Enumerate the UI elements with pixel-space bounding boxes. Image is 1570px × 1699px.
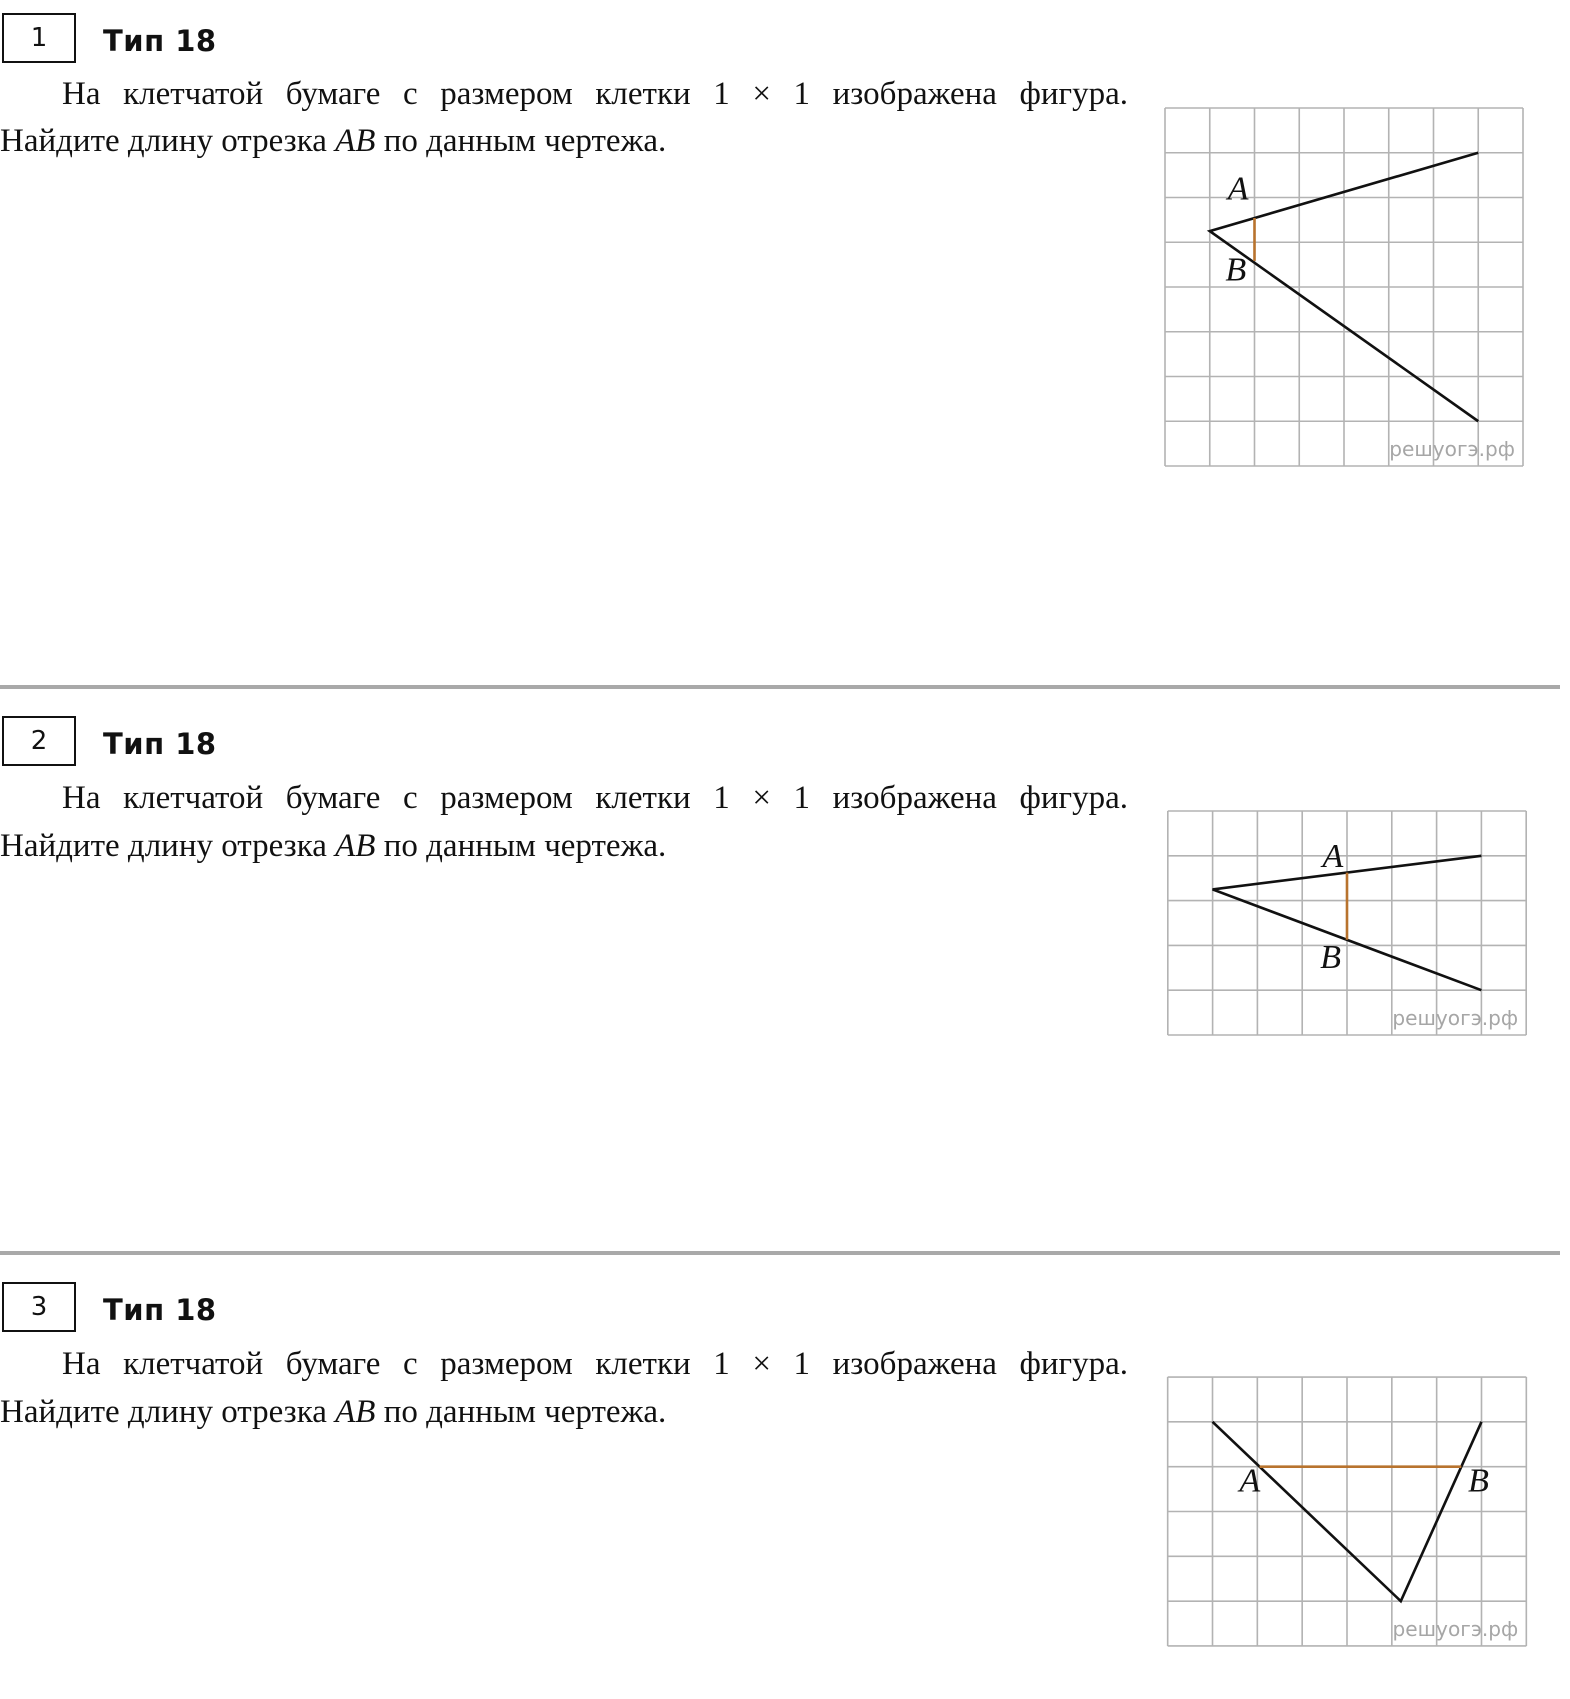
task-text-line-2	[0, 123, 666, 160]
section-divider	[0, 1251, 1560, 1255]
task-type-label: Тип 18	[103, 1293, 217, 1327]
task-text-prefix: Найдите длину отрезка	[0, 123, 336, 159]
point-label-b: B	[1468, 1461, 1489, 1500]
segment-name: AB	[335, 1394, 376, 1430]
task-text-suffix: по данным чертежа.	[375, 123, 667, 159]
point-label-b: B	[1320, 938, 1342, 976]
point-label-b: B	[1225, 251, 1247, 289]
watermark: решуогэ.рф	[1392, 1005, 1519, 1030]
task-text-line-1: На клетчатой бумаге с размером клетки 1 × 1 изображена фигура.	[62, 780, 1128, 816]
segment-name: AB	[335, 828, 376, 864]
watermark: решуогэ.рф	[1392, 1616, 1519, 1641]
task-number-box: 2	[2, 716, 76, 766]
task-text-line-2	[0, 1394, 666, 1431]
grid-figure	[1166, 810, 1528, 1036]
point-label-a: A	[1239, 1461, 1261, 1500]
task-text-prefix: Найдите длину отрезка	[0, 1394, 336, 1430]
task-text-line-2	[0, 828, 666, 865]
watermark: решуогэ.рф	[1389, 436, 1515, 461]
point-label-a: A	[1322, 838, 1344, 876]
task-text-suffix: по данным чертежа.	[375, 1394, 667, 1430]
point-label-a: A	[1227, 170, 1249, 208]
task-text-prefix: Найдите длину отрезка	[0, 828, 336, 864]
task-number-box: 3	[2, 1282, 76, 1332]
task-text-line-1: На клетчатой бумаге с размером клетки 1 × 1 изображена фигура.	[62, 1346, 1128, 1382]
task-number-box: 1	[2, 13, 76, 63]
section-divider	[0, 685, 1560, 689]
segment-name: AB	[335, 123, 376, 159]
grid-figure	[1166, 1376, 1528, 1647]
task-text-suffix: по данным чертежа.	[375, 828, 667, 864]
task-type-label: Тип 18	[103, 727, 217, 761]
grid-figure	[1163, 107, 1525, 467]
task-text-line-1: На клетчатой бумаге с размером клетки 1 × 1 изображена фигура.	[62, 76, 1128, 112]
task-type-label: Тип 18	[103, 24, 217, 58]
